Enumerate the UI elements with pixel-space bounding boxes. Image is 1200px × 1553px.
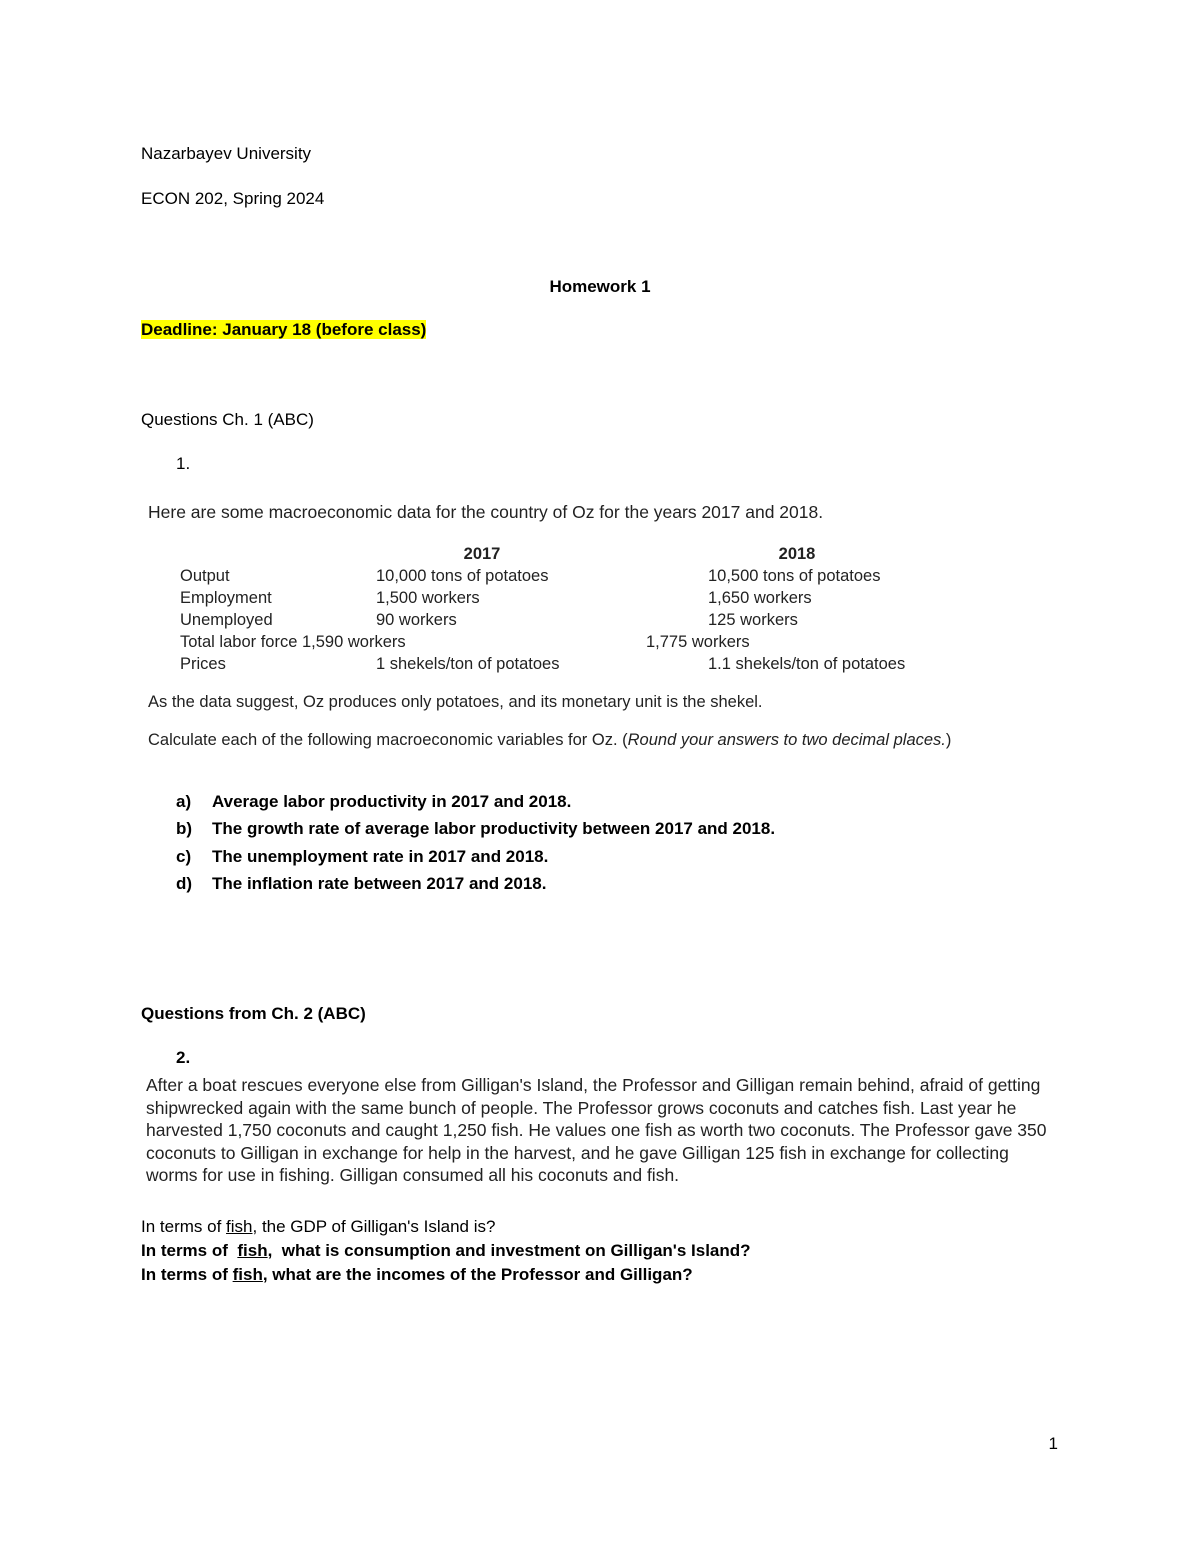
q1-prefix: In terms of (141, 1217, 227, 1236)
instruction-end: ) (945, 731, 952, 749)
cell-2017: 1,500 workers (376, 588, 480, 607)
section1-heading: Questions Ch. 1 (ABC) (141, 410, 314, 429)
cell-2018: 1,650 workers (708, 588, 812, 607)
question1-note: As the data suggest, Oz produces only potatoes, and its monetary unit is the shekel. (148, 693, 763, 711)
cell-2018: 1.1 shekels/ton of potatoes (708, 654, 906, 673)
q3-suffix: , what are the incomes of the Professor and Gilligan? (262, 1265, 693, 1284)
row-label: Employment (180, 588, 272, 607)
page-title: Homework 1 (549, 277, 651, 296)
item-label: b) (176, 819, 193, 839)
page-number: 1 (1048, 1434, 1058, 1453)
question2-paragraph: After a boat rescues everyone else from Gilligan's Island, the Professor and Gilligan remain behind, afraid of getting shipwrecked again with the same bunch of people. The Professor grows coconuts and catches fish. Last year he harvested 1,750 coconuts and caught 1,250 fish. He values one fish as worth two coconuts. The Professor gave 350 coconuts to Gilligan in exchange for help in the harvest, and he gave Gilligan 125 fish in exchange for collecting worms for use in fishing. Gilligan consumed all his coconuts and fish. (146, 1075, 1047, 1185)
table-row (176, 609, 1012, 631)
section2-heading: Questions from Ch. 2 (ABC) (141, 1004, 366, 1023)
item-label: d) (176, 874, 193, 894)
cell-2018: 125 workers (708, 610, 798, 629)
q2-suffix: , what is consumption and investment on Gilligan's Island? (267, 1241, 751, 1260)
list-item (176, 788, 775, 816)
question1-instruction (148, 731, 951, 750)
item-text: The growth rate of average labor productivity between 2017 and 2018. (212, 819, 776, 839)
item-label: a) (176, 791, 192, 811)
q1-fish: fish (226, 1217, 253, 1236)
q2-prefix: In terms of (141, 1241, 238, 1260)
item-text: The inflation rate between 2017 and 2018. (212, 874, 547, 894)
item-text: The unemployment rate in 2017 and 2018. (212, 846, 549, 866)
list-item (176, 816, 775, 844)
cell-2017: 90 workers (376, 610, 457, 629)
row-label: Output (180, 566, 230, 585)
table-row (176, 565, 1012, 587)
table-row (176, 587, 1012, 609)
question2-part3 (141, 1265, 693, 1285)
cell-2017: 10,000 tons of potatoes (376, 566, 549, 585)
list-item (176, 871, 775, 899)
table-row (176, 653, 1012, 675)
deadline-text: Deadline: January 18 (before class) (141, 320, 427, 339)
column-header-2018: 2018 (778, 544, 816, 563)
question-number-2: 2. (176, 1048, 191, 1067)
q3-fish: fish (232, 1265, 263, 1284)
table-row (176, 631, 1012, 653)
cell-2018: 1,775 workers (646, 632, 750, 651)
question2-part1 (141, 1217, 495, 1237)
institution-name: Nazarbayev University (141, 144, 312, 163)
cell-2018: 10,500 tons of potatoes (708, 566, 881, 585)
column-header-2017: 2017 (463, 544, 501, 563)
q2-fish: fish (237, 1241, 268, 1260)
question1-subitems (176, 788, 775, 898)
item-text: Average labor productivity in 2017 and 2018. (212, 791, 572, 811)
q3-prefix: In terms of (141, 1265, 233, 1284)
row-label: Prices (180, 654, 226, 673)
course-name: ECON 202, Spring 2024 (141, 189, 325, 208)
cell-2017: 1 shekels/ton of potatoes (376, 654, 560, 673)
item-label: c) (176, 846, 192, 866)
oz-data-table (176, 543, 1012, 675)
q1-suffix: , the GDP of Gilligan's Island is? (252, 1217, 496, 1236)
instruction-italic: Round your answers to two decimal places. (627, 731, 946, 749)
question1-intro: Here are some macroeconomic data for the country of Oz for the years 2017 and 2018. (148, 502, 824, 522)
row-label: Unemployed (180, 610, 273, 629)
instruction-main: Calculate each of the following macroeconomic variables for Oz. ( (148, 731, 628, 749)
question2-part2 (141, 1241, 751, 1261)
question-number-1: 1. (176, 454, 191, 473)
row-label: Total labor force 1,590 workers (180, 632, 406, 651)
table-header-row (176, 543, 1012, 565)
list-item (176, 843, 775, 871)
